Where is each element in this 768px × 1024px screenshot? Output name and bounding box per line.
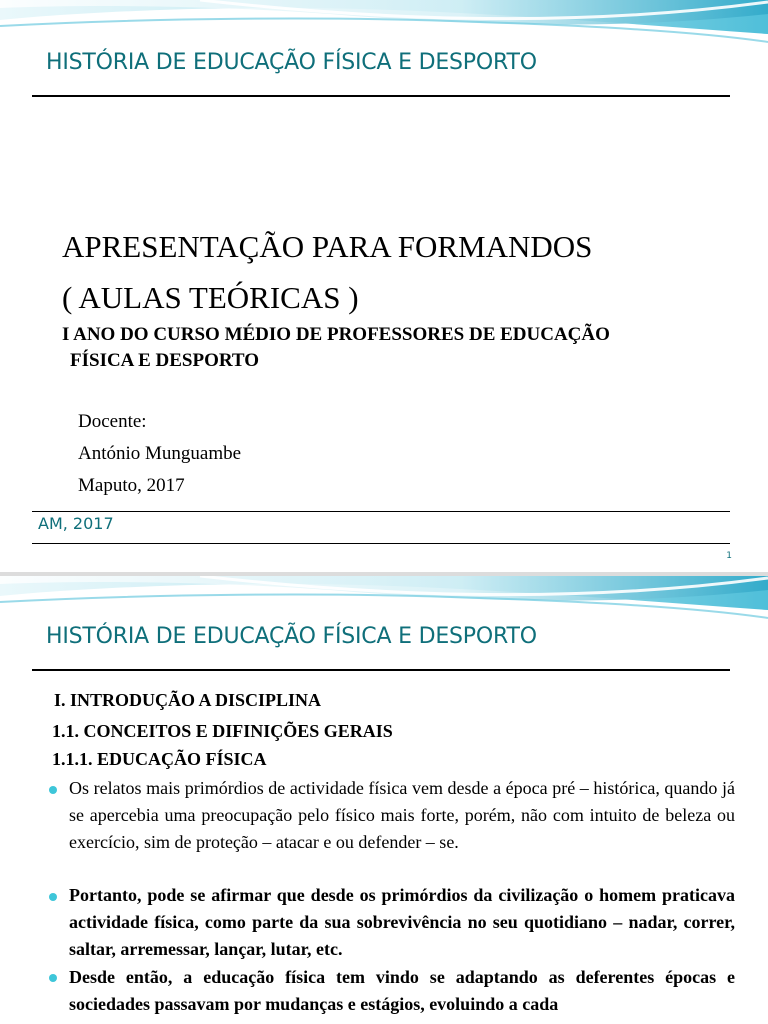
slide-2 xyxy=(0,576,768,1024)
subsection-heading: 1.1. CONCEITOS E DIFINIÇÕES GERAIS xyxy=(52,721,393,741)
course-line-1: I ANO DO CURSO MÉDIO DE PROFESSORES DE EDUCAÇÃO xyxy=(62,324,610,345)
course-line-2: FÍSICA E DESPORTO xyxy=(70,350,260,371)
presentation-subheading: ( AULAS TEÓRICAS ) xyxy=(62,280,359,315)
slide-title: HISTÓRIA DE EDUCAÇÃO FÍSICA E DESPORTO xyxy=(46,624,537,649)
docente-label: Docente: xyxy=(78,411,147,432)
bullet-text: Os relatos mais primórdios de actividade física vem desde a época pré – histórica, quando já se apercebia uma preocupação pelo físico mais forte, porém, não com intuito de beleza ou exercício, sim de proteção – atacar e ou defender – se. xyxy=(69,778,735,852)
docente-name: António Munguambe xyxy=(78,443,242,464)
bullet-text: Desde então, a educação física tem vindo se adaptando as deferentes épocas e sociedades passavam por mudanças e estágios, evoluindo a cada xyxy=(69,967,735,1014)
bullet-text: Portanto, pode se afirmar que desde os primórdios da civilização o homem praticava actividade física, como parte da sua sobrevivência no seu quotidiano – nadar, correr, saltar, arremessar, lançar, lutar, etc. xyxy=(69,885,735,959)
bullet-marker xyxy=(49,974,57,982)
subsubsection-heading: 1.1.1. EDUCAÇÃO FÍSICA xyxy=(52,749,267,769)
section-heading: I. INTRODUÇÃO A DISCIPLINA xyxy=(54,690,322,710)
title-divider xyxy=(32,95,730,97)
footer-divider-bottom xyxy=(32,543,730,544)
bullet-marker xyxy=(49,786,57,794)
page-number: 1 xyxy=(726,551,732,561)
title-divider xyxy=(32,669,730,671)
bullet-marker xyxy=(49,893,57,901)
course-description xyxy=(62,322,722,374)
presentation-heading: APRESENTAÇÃO PARA FORMANDOS xyxy=(62,229,593,264)
footer-text: AM, 2017 xyxy=(38,514,114,533)
place-date: Maputo, 2017 xyxy=(78,475,185,496)
footer-divider-top xyxy=(32,511,730,512)
slide-title: HISTÓRIA DE EDUCAÇÃO FÍSICA E DESPORTO xyxy=(46,50,537,75)
